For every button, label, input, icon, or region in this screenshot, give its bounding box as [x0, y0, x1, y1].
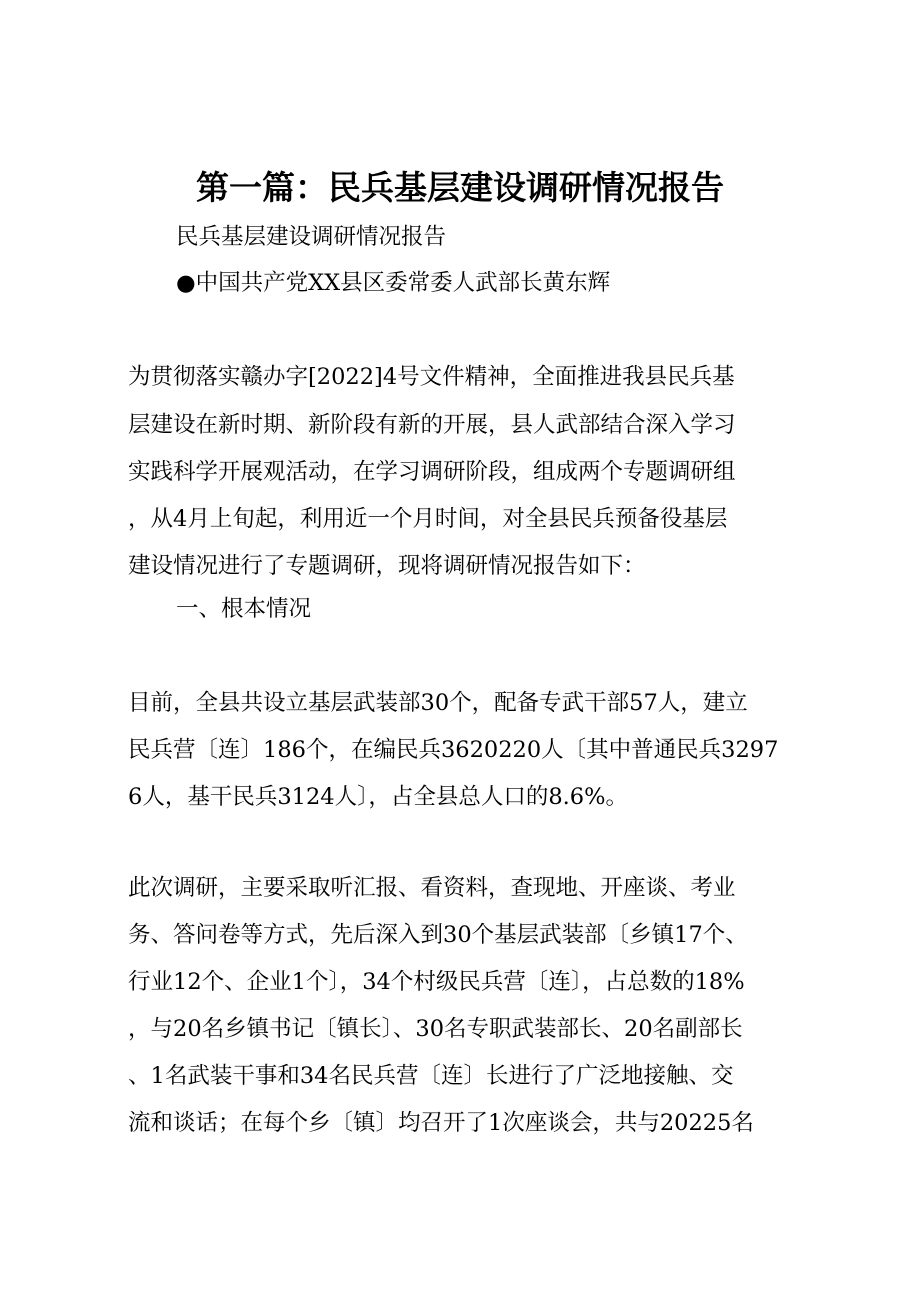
paragraph1-line: ，从4月上旬起，利用近一个月时间，对全县民兵预备役基层 [128, 506, 728, 532]
paragraph2-line: 6人，基干民兵3124人〕，占全县总人口的8.6%。 [128, 784, 628, 810]
paragraph1-line: 实践科学开展观活动，在学习调研阶段，组成两个专题调研组 [128, 459, 736, 485]
paragraph3-line: ，与20名乡镇书记〔镇长〕、30名专职武装部长、20名副部长 [128, 1016, 743, 1042]
paragraph1-line: 为贯彻落实赣办字[2022]4号文件精神，全面推进我县民兵基 [128, 364, 735, 390]
paragraph3-line: 此次调研，主要采取听汇报、看资料，查现地、开座谈、考业 [128, 875, 736, 901]
paragraph1-line: 建设情况进行了专题调研，现将调研情况报告如下： [128, 553, 646, 579]
paragraph2-line: 民兵营〔连〕186个，在编民兵3620220人〔其中普通民兵3297 [128, 737, 779, 763]
paragraph3-line: 务、答问卷等方式，先后深入到30个基层武装部〔乡镇17个、 [128, 922, 748, 948]
author-line: ●中国共产党XX县区委常委人武部长黄东辉 [176, 270, 611, 296]
paragraph3-line: 流和谈话；在每个乡〔镇〕均召开了1次座谈会，共与20225名 [128, 1110, 754, 1136]
paragraph2-line: 目前，全县共设立基层武装部30个，配备专武干部57人，建立 [128, 690, 748, 716]
paragraph3-line: 行业12个、企业1个〕，34个村级民兵营〔连〕，占总数的18% [128, 969, 745, 995]
subtitle: 民兵基层建设调研情况报告 [176, 224, 447, 250]
section-heading: 一、根本情况 [176, 596, 312, 622]
paragraph3-line: 、1名武装干事和34名民兵营〔连〕长进行了广泛地接触、交 [128, 1063, 734, 1089]
paragraph1-line: 层建设在新时期、新阶段有新的开展，县人武部结合深入学习 [128, 412, 736, 438]
document-title: 第一篇：民兵基层建设调研情况报告 [196, 168, 724, 207]
